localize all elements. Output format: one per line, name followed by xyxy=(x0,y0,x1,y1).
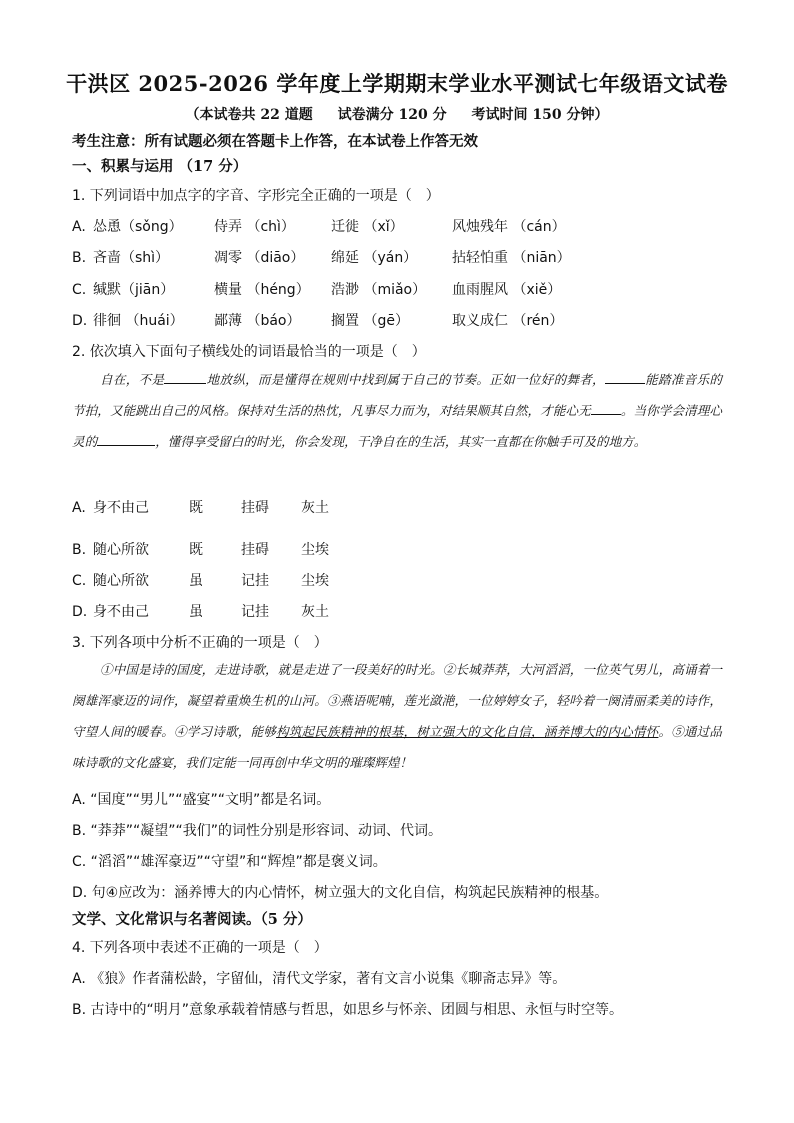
passage-text: 。⑤通过品味诗歌的文化盛宴，我们定能一同再创中华文明的璀璨辉煌！ xyxy=(72,724,723,770)
option-word: 随心所欲 xyxy=(93,573,149,589)
option-word: 侍弄 （chì） xyxy=(214,219,295,235)
option-word: 既 xyxy=(189,542,203,558)
section-heading-2: 文学、文化常识与名著阅读。（5 分） xyxy=(72,911,312,928)
option-word: 绵延 （yán） xyxy=(331,250,418,266)
option-letter: B. xyxy=(72,542,87,558)
option-word: 虽 xyxy=(189,604,203,620)
question-1-stem: 1. 下列词语中加点字的字音、字形完全正确的一项是（ ） xyxy=(72,188,440,204)
option-word: 尘埃 xyxy=(301,573,329,589)
question-1-option-c xyxy=(72,279,561,299)
question-4-option-a: A. 《狼》作者蒲松龄，字留仙，清代文学家，著有文言小说集《聊斋志异》等。 xyxy=(72,971,567,987)
option-word: 凋零 （diāo） xyxy=(214,250,305,266)
option-word: 横量 （héng） xyxy=(214,282,310,298)
option-word: 取义成仁 （rén） xyxy=(452,313,564,329)
option-letter: A. xyxy=(72,500,86,516)
option-word: 身不由己 xyxy=(93,604,149,620)
passage-text: ①中国是诗的国度，走进诗歌，就是走进了一段美好的时光。②长城莽莽，大河滔滔，一位英气男儿，高诵着一阕雄浑豪迈的词作，凝望着重焕生机的山河。③燕语呢喃，莲光潋滟，一位婷婷女子，轻吟着一阕清丽柔美的诗作，守望人间的暖春。④学习诗歌，能够 xyxy=(72,662,722,739)
option-word: 迁徙 （xǐ） xyxy=(331,219,404,235)
question-3-option-b: B. “莽莽”“凝望”“我们”的词性分别是形容词、动词、代词。 xyxy=(72,823,443,839)
question-3-option-d: D. 句④应改为：涵养博大的内心情怀，树立强大的文化自信，构筑起民族精神的根基。 xyxy=(72,885,609,901)
option-word: 灰土 xyxy=(301,604,329,620)
option-word: 怂恿（sǒng） xyxy=(93,219,183,235)
option-letter: D. xyxy=(72,313,88,329)
question-2-option-a xyxy=(72,497,329,517)
option-word: 身不由己 xyxy=(93,500,149,516)
option-word: 随心所欲 xyxy=(93,542,149,558)
question-2-option-d xyxy=(72,601,329,621)
option-word: 既 xyxy=(189,500,203,516)
option-word: 缄默（jiān） xyxy=(93,282,175,298)
exam-title: 干洪区 2025-2026 学年度上学期期末学业水平测试七年级语文试卷 xyxy=(66,71,728,96)
question-2-stem: 2. 依次填入下面句子横线处的词语最恰当的一项是（ ） xyxy=(72,344,426,360)
exam-notice: 考生注意：所有试题必须在答题卡上作答，在本试卷上作答无效 xyxy=(72,133,478,150)
option-word: 吝啬（shì） xyxy=(93,250,170,266)
option-word: 记挂 xyxy=(241,573,269,589)
option-word: 搁置 （gē） xyxy=(331,313,409,329)
option-letter: C. xyxy=(72,573,87,589)
question-1-option-a xyxy=(72,216,566,236)
option-word: 浩渺 （miǎo） xyxy=(331,282,427,298)
exam-info xyxy=(0,104,794,124)
option-word: 鄙薄 （báo） xyxy=(214,313,301,329)
question-3-option-c: C. “滔滔”“雄浑豪迈”“守望”和“辉煌”都是褒义词。 xyxy=(72,854,387,870)
question-1-option-d xyxy=(72,310,563,330)
option-word: 挂碍 xyxy=(241,500,269,516)
option-word: 风烛残年 （cán） xyxy=(452,219,566,235)
option-word: 灰土 xyxy=(301,500,329,516)
question-count: （本试卷共 22 道题 xyxy=(185,107,313,123)
option-word: 徘徊 （huái） xyxy=(93,313,184,329)
question-3-option-a: A. “国度”“男儿”“盛宴”“文明”都是名词。 xyxy=(72,792,331,808)
option-word: 血雨腥风 （xiě） xyxy=(452,282,562,298)
question-1-option-b xyxy=(72,247,571,267)
section-heading-1: 一、积累与运用 （17 分） xyxy=(72,158,248,175)
blank-3 xyxy=(591,400,621,415)
option-word: 记挂 xyxy=(241,604,269,620)
option-letter: C. xyxy=(72,282,87,298)
option-letter: A. xyxy=(72,219,86,235)
question-2-passage xyxy=(72,364,722,457)
full-score: 试卷满分 120 分 xyxy=(337,107,447,123)
question-3-passage xyxy=(72,654,722,778)
passage-text: 地放纵，而是懂得在规则中找到属于自己的节奏。正如一位好的舞者， xyxy=(206,372,605,387)
blank-4 xyxy=(97,431,155,446)
question-2-option-b xyxy=(72,539,329,559)
option-letter: B. xyxy=(72,250,87,266)
question-4-option-b: B. 古诗中的“明月”意象承载着情感与哲思，如思乡与怀亲、团圆与相思、永恒与时空等。 xyxy=(72,1002,624,1018)
blank-1 xyxy=(164,369,206,384)
passage-text: 。当你学会清理心灵的 xyxy=(72,403,723,449)
blank-2 xyxy=(605,369,645,384)
option-word: 挂碍 xyxy=(241,542,269,558)
exam-duration: 考试时间 150 分钟） xyxy=(471,107,609,123)
question-2-option-c xyxy=(72,570,329,590)
question-4-stem: 4. 下列各项中表述不正确的一项是（ ） xyxy=(72,940,328,956)
option-word: 拈轻怕重 （niān） xyxy=(452,250,571,266)
underlined-sentence: 构筑起民族精神的根基，树立强大的文化自信，涵养博大的内心情怀 xyxy=(275,724,659,739)
passage-text: 自在，不是 xyxy=(100,372,165,387)
option-letter: D. xyxy=(72,604,88,620)
option-word: 尘埃 xyxy=(301,542,329,558)
option-word: 虽 xyxy=(189,573,203,589)
passage-text: ，懂得享受留白的时光，你会发现，干净自在的生活，其实一直都在你触手可及的地方。 xyxy=(155,434,647,449)
passage-text: 能踏准音乐的节拍，又能跳出自己的风格。保持对生活的热忱，凡事尽力而为，对结果顺其自然，才能心无 xyxy=(72,372,723,418)
question-3-stem: 3. 下列各项中分析不正确的一项是（ ） xyxy=(72,635,328,651)
